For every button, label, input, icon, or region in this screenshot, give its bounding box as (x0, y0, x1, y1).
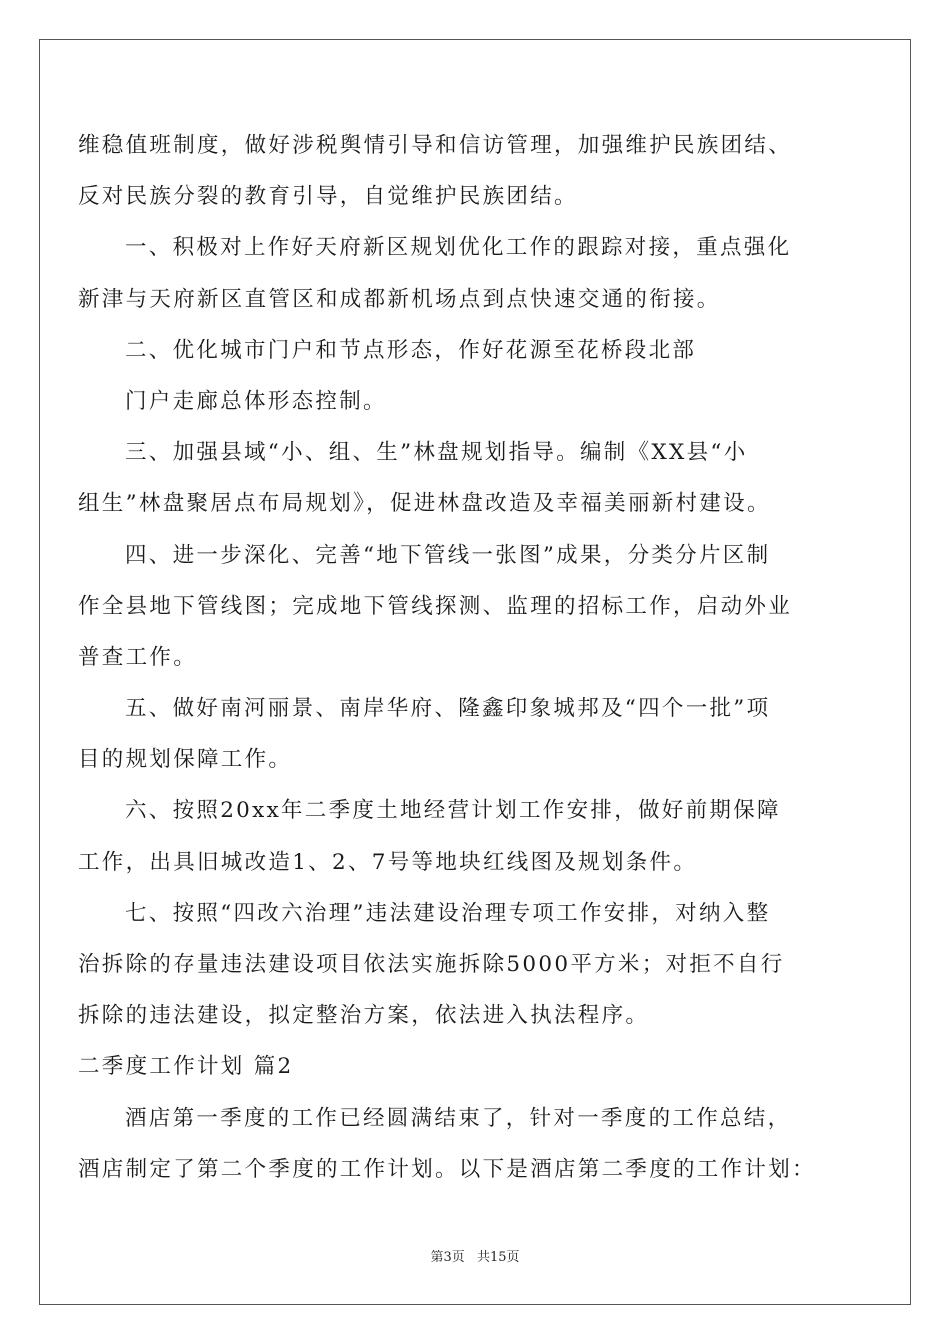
current-page-label: 第3页 (430, 1250, 465, 1265)
text-line: 二季度工作计划 篇2 (78, 1054, 294, 1080)
text-line: 酒店制定了第二个季度的工作计划。以下是酒店第二季度的工作计划： (78, 1156, 816, 1182)
text-line: 门户走廊总体形态控制。 (125, 388, 387, 414)
text-line: 五、做好南河丽景、南岸华府、隆鑫印象城邦及“四个一批”项 (125, 696, 771, 722)
text-line: 反对民族分裂的教育引导，自觉维护民族团结。 (78, 184, 578, 210)
text-line: 目的规划保障工作。 (78, 747, 293, 773)
text-line: 酒店第一季度的工作已经圆满结束了，针对一季度的工作总结， (125, 1105, 792, 1131)
text-line: 工作，出具旧城改造1、2、7号等地块红线图及规划条件。 (78, 849, 698, 875)
text-line: 维稳值班制度，做好涉税舆情引导和信访管理，加强维护民族团结、 (78, 133, 793, 158)
document-body (78, 120, 838, 1195)
text-line: 六、按照20xx年二季度土地经营计划工作安排，做好前期保障 (125, 798, 781, 824)
text-line: 拆除的违法建设，拟定整治方案，依法进入执法程序。 (78, 1003, 650, 1029)
text-line: 组生”林盘聚居点布局规划》，促进林盘改造及幸福美丽新村建设。 (78, 491, 771, 517)
text-line: 一、积极对上作好天府新区规划优化工作的跟踪对接，重点强化 (125, 235, 792, 261)
text-line: 新津与天府新区直管区和成都新机场点到点快速交通的衔接。 (78, 286, 721, 312)
text-line: 二、优化城市门户和节点形态，作好花源至花桥段北部 (125, 337, 697, 363)
text-line: 三、加强县域“小、组、生”林盘规划指导。编制《XX县“小 (125, 440, 748, 466)
text-line: 普查工作。 (78, 644, 198, 670)
text-line: 七、按照“四改六治理”违法建设治理专项工作安排，对纳入整 (125, 900, 771, 926)
text-line: 四、进一步深化、完善“地下管线一张图”成果，分类分片区制 (125, 542, 771, 568)
text-line: 作全县地下管线图；完成地下管线探测、监理的招标工作，启动外业 (78, 593, 793, 619)
page-footer (0, 1246, 950, 1265)
total-pages-label: 共15页 (476, 1250, 520, 1265)
text-line: 治拆除的存量违法建设项目依法实施拆除5000平方米；对拒不自行 (78, 952, 785, 977)
